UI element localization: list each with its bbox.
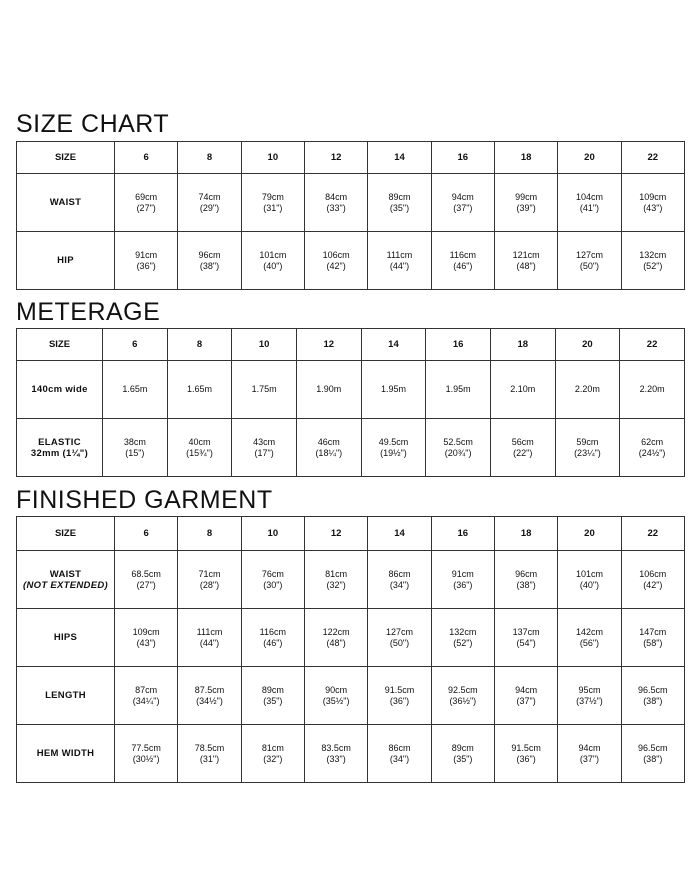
size-column-header: 8: [178, 517, 241, 551]
imperial-value: (34¼"): [132, 695, 160, 706]
measurement-cell: [304, 725, 367, 783]
measurement-cell: [167, 419, 232, 477]
measurement-cell: [368, 609, 431, 667]
imperial-value: (18¼"): [315, 447, 343, 458]
measurement-cell: [431, 725, 494, 783]
size-column-header: 18: [494, 517, 557, 551]
metric-value: 91.5cm: [511, 742, 541, 753]
measurement-cell: [558, 551, 621, 609]
measurement-cell: [426, 419, 491, 477]
metric-value: 1.95m: [445, 384, 471, 394]
imperial-value: (44"): [199, 637, 220, 648]
metric-value: 43cm: [253, 436, 276, 447]
measurement-cell: [178, 551, 241, 609]
measurement-cell: [368, 667, 431, 725]
table-row: [17, 725, 685, 783]
imperial-value: (27"): [136, 202, 156, 213]
metric-value: 2.20m: [574, 384, 600, 394]
imperial-value: (38"): [643, 695, 663, 706]
metric-value: 76cm: [261, 568, 284, 579]
measurement-cell: [621, 551, 684, 609]
size-column-header: 12: [304, 142, 367, 174]
table-row: [17, 361, 685, 419]
metric-value: 127cm: [575, 249, 603, 260]
measurement-cell: [178, 232, 241, 290]
size-header-cell: SIZE: [17, 517, 115, 551]
measurement-cell: [494, 174, 557, 232]
row-label: [17, 174, 115, 232]
measurement-cell: [178, 725, 241, 783]
metric-value: 109cm: [639, 191, 667, 202]
measurement-cell: [115, 725, 178, 783]
header-row: [17, 142, 685, 174]
row-label: [17, 609, 115, 667]
metric-value: 132cm: [639, 249, 667, 260]
measurement-cell: [232, 361, 297, 419]
size-column-header: 6: [115, 142, 178, 174]
imperial-value: (35"): [453, 753, 473, 764]
measurement-cell: [494, 232, 557, 290]
measurement-cell: [490, 361, 555, 419]
metric-value: 116cm: [259, 626, 286, 637]
metric-value: 40cm: [188, 436, 211, 447]
imperial-value: (34"): [389, 579, 410, 590]
metric-value: 71cm: [198, 568, 221, 579]
size-header-cell: SIZE: [17, 329, 103, 361]
size-column-header: 14: [361, 329, 426, 361]
imperial-value: (33"): [326, 202, 346, 213]
measurement-cell: [368, 551, 431, 609]
size-column-header: 10: [241, 142, 304, 174]
metric-value: 49.5cm: [378, 436, 409, 447]
size-header-cell: SIZE: [17, 142, 115, 174]
imperial-value: (38"): [199, 260, 220, 271]
table-row: [17, 609, 685, 667]
metric-value: 1.65m: [122, 384, 148, 394]
metric-value: 91cm: [135, 249, 158, 260]
measurement-cell: [621, 725, 684, 783]
measurement-cell: [426, 361, 491, 419]
imperial-value: (37"): [453, 202, 473, 213]
measurement-cell: [241, 174, 304, 232]
table-row: [17, 174, 685, 232]
metric-value: 78.5cm: [194, 742, 225, 753]
measurement-cell: [494, 725, 557, 783]
size-column-header: 14: [368, 142, 431, 174]
row-label-text: LENGTH: [45, 690, 86, 701]
measurement-cell: [241, 667, 304, 725]
metric-value: 109cm: [132, 626, 160, 637]
measurement-cell: [558, 232, 621, 290]
metric-value: 87cm: [135, 684, 158, 695]
size-chart-table: [16, 141, 685, 290]
row-label: [17, 725, 115, 783]
row-label-text: 140cm wide: [31, 384, 88, 395]
imperial-value: (43"): [643, 202, 663, 213]
metric-value: 74cm: [198, 191, 221, 202]
metric-value: 68.5cm: [131, 568, 161, 579]
metric-value: 94cm: [451, 191, 474, 202]
table-row: [17, 419, 685, 477]
size-column-header: 22: [620, 329, 685, 361]
metric-value: 94cm: [578, 742, 601, 753]
size-column-header: 18: [490, 329, 555, 361]
measurement-cell: [494, 551, 557, 609]
metric-value: 2.10m: [510, 384, 536, 394]
measurement-cell: [241, 551, 304, 609]
size-column-header: 20: [555, 329, 620, 361]
metric-value: 101cm: [259, 249, 287, 260]
imperial-value: (17"): [254, 447, 274, 458]
measurement-cell: [241, 725, 304, 783]
measurement-cell: [167, 361, 232, 419]
row-label: [17, 551, 115, 609]
metric-value: 106cm: [322, 249, 350, 260]
row-label: [17, 419, 103, 477]
metric-value: 62cm: [641, 436, 664, 447]
metric-value: 106cm: [639, 568, 667, 579]
measurement-cell: [555, 361, 620, 419]
imperial-value: (50"): [579, 260, 600, 271]
metric-value: 147cm: [639, 626, 667, 637]
imperial-value: (36"): [516, 753, 536, 764]
imperial-value: (46"): [453, 260, 473, 271]
measurement-cell: [296, 419, 361, 477]
table-row: [17, 551, 685, 609]
metric-value: 91.5cm: [384, 684, 415, 695]
imperial-value: (35"): [263, 695, 283, 706]
measurement-cell: [621, 174, 684, 232]
measurement-cell: [304, 551, 367, 609]
metric-value: 90cm: [325, 684, 348, 695]
measurement-cell: [555, 419, 620, 477]
size-column-header: 8: [167, 329, 232, 361]
metric-value: 91cm: [451, 568, 474, 579]
metric-value: 96.5cm: [638, 684, 668, 695]
imperial-value: (19½"): [380, 447, 407, 458]
imperial-value: (24½"): [638, 447, 666, 458]
imperial-value: (56"): [579, 637, 600, 648]
imperial-value: (23¼"): [574, 447, 601, 458]
imperial-value: (40"): [263, 260, 283, 271]
metric-value: 89cm: [388, 191, 411, 202]
measurement-cell: [232, 419, 297, 477]
imperial-value: (40"): [579, 579, 600, 590]
measurement-cell: [558, 609, 621, 667]
measurement-cell: [558, 667, 621, 725]
measurement-cell: [103, 419, 168, 477]
measurement-cell: [115, 174, 178, 232]
measurement-cell: [621, 232, 684, 290]
size-column-header: 16: [426, 329, 491, 361]
row-label-text: WAIST: [49, 568, 82, 580]
size-chart-title: SIZE CHART: [16, 110, 170, 138]
metric-value: 81cm: [325, 568, 348, 579]
metric-value: 2.20m: [639, 384, 665, 394]
size-column-header: 16: [431, 517, 494, 551]
size-column-header: 20: [558, 142, 621, 174]
metric-value: 1.75m: [251, 384, 277, 394]
measurement-cell: [494, 667, 557, 725]
measurement-cell: [241, 609, 304, 667]
size-column-header: 12: [296, 329, 361, 361]
imperial-value: (30½"): [132, 753, 160, 764]
metric-value: 96cm: [198, 249, 221, 260]
size-column-header: 12: [304, 517, 367, 551]
metric-value: 1.90m: [316, 384, 342, 394]
measurement-cell: [490, 419, 555, 477]
row-label: [17, 361, 103, 419]
imperial-value: (36"): [136, 260, 156, 271]
measurement-cell: [361, 361, 426, 419]
size-column-header: 14: [368, 517, 431, 551]
metric-value: 56cm: [511, 436, 534, 447]
measurement-cell: [115, 551, 178, 609]
imperial-value: (31"): [199, 753, 220, 764]
meterage-title: METERAGE: [16, 298, 161, 326]
imperial-value: (35"): [389, 202, 410, 213]
size-column-header: 8: [178, 142, 241, 174]
measurement-cell: [304, 667, 367, 725]
measurement-cell: [431, 609, 494, 667]
imperial-value: (54"): [516, 637, 536, 648]
metric-value: 89cm: [451, 742, 474, 753]
measurement-cell: [178, 667, 241, 725]
imperial-value: (29"): [199, 202, 220, 213]
metric-value: 77.5cm: [131, 742, 161, 753]
imperial-value: (38"): [516, 579, 536, 590]
metric-value: 104cm: [575, 191, 603, 202]
metric-value: 46cm: [317, 436, 340, 447]
metric-value: 87.5cm: [194, 684, 225, 695]
row-label-subtext: 32mm (1¼"): [30, 447, 89, 459]
imperial-value: (46"): [263, 637, 283, 648]
metric-value: 142cm: [575, 626, 603, 637]
measurement-cell: [431, 232, 494, 290]
row-label-subtext: (NOT EXTENDED): [23, 579, 108, 591]
imperial-value: (34½"): [196, 695, 223, 706]
size-column-header: 10: [241, 517, 304, 551]
row-label: [17, 232, 115, 290]
metric-value: 122cm: [322, 626, 350, 637]
imperial-value: (58"): [643, 637, 663, 648]
imperial-value: (34"): [389, 753, 410, 764]
metric-value: 94cm: [515, 684, 538, 695]
imperial-value: (42"): [326, 260, 346, 271]
metric-value: 52.5cm: [443, 436, 473, 447]
size-column-header: 16: [431, 142, 494, 174]
metric-value: 111cm: [196, 626, 223, 637]
imperial-value: (36"): [389, 695, 410, 706]
row-label-text: HIPS: [53, 632, 78, 643]
imperial-value: (27"): [136, 579, 156, 590]
imperial-value: (48"): [516, 260, 536, 271]
imperial-value: (30"): [263, 579, 283, 590]
measurement-cell: [115, 609, 178, 667]
imperial-value: (37"): [516, 695, 536, 706]
metric-value: 137cm: [512, 626, 540, 637]
measurement-cell: [304, 609, 367, 667]
imperial-value: (32"): [326, 579, 346, 590]
size-column-header: 18: [494, 142, 557, 174]
size-column-header: 20: [558, 517, 621, 551]
imperial-value: (42"): [643, 579, 663, 590]
row-label-text: HIP: [57, 255, 74, 266]
imperial-value: (35½"): [322, 695, 350, 706]
metric-value: 96cm: [515, 568, 538, 579]
imperial-value: (22"): [513, 447, 533, 458]
header-row: [17, 329, 685, 361]
table-row: [17, 232, 685, 290]
metric-value: 84cm: [325, 191, 348, 202]
imperial-value: (15¾"): [186, 447, 213, 458]
measurement-cell: [558, 725, 621, 783]
imperial-value: (39"): [516, 202, 536, 213]
measurement-cell: [431, 551, 494, 609]
measurement-cell: [178, 609, 241, 667]
imperial-value: (20¾"): [444, 447, 472, 458]
size-column-header: 22: [621, 142, 684, 174]
imperial-value: (36"): [453, 579, 473, 590]
metric-value: 116cm: [449, 249, 476, 260]
measurement-cell: [103, 361, 168, 419]
imperial-value: (37½"): [576, 695, 603, 706]
metric-value: 95cm: [578, 684, 601, 695]
size-column-header: 10: [232, 329, 297, 361]
measurement-cell: [620, 419, 685, 477]
measurement-cell: [115, 232, 178, 290]
row-label-text: HEM WIDTH: [36, 748, 95, 759]
measurement-cell: [494, 609, 557, 667]
metric-value: 92.5cm: [448, 684, 478, 695]
measurement-cell: [368, 725, 431, 783]
imperial-value: (44"): [389, 260, 410, 271]
measurement-cell: [241, 232, 304, 290]
imperial-value: (37"): [579, 753, 600, 764]
imperial-value: (32"): [263, 753, 283, 764]
imperial-value: (31"): [263, 202, 283, 213]
meterage-table: [16, 328, 685, 477]
metric-value: 83.5cm: [321, 742, 351, 753]
imperial-value: (52"): [453, 637, 473, 648]
metric-value: 81cm: [261, 742, 284, 753]
measurement-cell: [368, 232, 431, 290]
size-column-header: 6: [115, 517, 178, 551]
imperial-value: (36½"): [449, 695, 477, 706]
row-label-text: ELASTIC: [38, 436, 81, 448]
imperial-value: (41"): [579, 202, 600, 213]
metric-value: 132cm: [449, 626, 477, 637]
finished-garment-title: FINISHED GARMENT: [16, 486, 273, 514]
metric-value: 38cm: [123, 436, 146, 447]
table-row: [17, 667, 685, 725]
imperial-value: (43"): [136, 637, 156, 648]
metric-value: 59cm: [576, 436, 599, 447]
row-label: [17, 667, 115, 725]
row-label-text: WAIST: [49, 197, 82, 208]
measurement-cell: [304, 174, 367, 232]
metric-value: 99cm: [515, 191, 538, 202]
imperial-value: (33"): [326, 753, 346, 764]
measurement-cell: [431, 174, 494, 232]
measurement-cell: [296, 361, 361, 419]
imperial-value: (50"): [389, 637, 410, 648]
measurement-cell: [621, 667, 684, 725]
metric-value: 69cm: [135, 191, 158, 202]
measurement-cell: [431, 667, 494, 725]
imperial-value: (52"): [643, 260, 663, 271]
measurement-cell: [178, 174, 241, 232]
metric-value: 89cm: [261, 684, 284, 695]
metric-value: 86cm: [388, 568, 411, 579]
metric-value: 86cm: [388, 742, 411, 753]
measurement-cell: [620, 361, 685, 419]
measurement-cell: [621, 609, 684, 667]
measurement-cell: [115, 667, 178, 725]
imperial-value: (48"): [326, 637, 346, 648]
finished-garment-table: [16, 516, 685, 783]
measurement-cell: [304, 232, 367, 290]
measurement-cell: [361, 419, 426, 477]
metric-value: 101cm: [575, 568, 603, 579]
imperial-value: (28"): [199, 579, 220, 590]
metric-value: 1.95m: [380, 384, 406, 394]
size-column-header: 6: [103, 329, 168, 361]
metric-value: 1.65m: [186, 384, 212, 394]
size-column-header: 22: [621, 517, 684, 551]
imperial-value: (38"): [643, 753, 663, 764]
metric-value: 111cm: [386, 249, 413, 260]
metric-value: 96.5cm: [638, 742, 668, 753]
imperial-value: (15"): [125, 447, 145, 458]
metric-value: 127cm: [385, 626, 413, 637]
measurement-cell: [558, 174, 621, 232]
measurement-cell: [368, 174, 431, 232]
metric-value: 121cm: [512, 249, 540, 260]
header-row: [17, 517, 685, 551]
metric-value: 79cm: [261, 191, 284, 202]
